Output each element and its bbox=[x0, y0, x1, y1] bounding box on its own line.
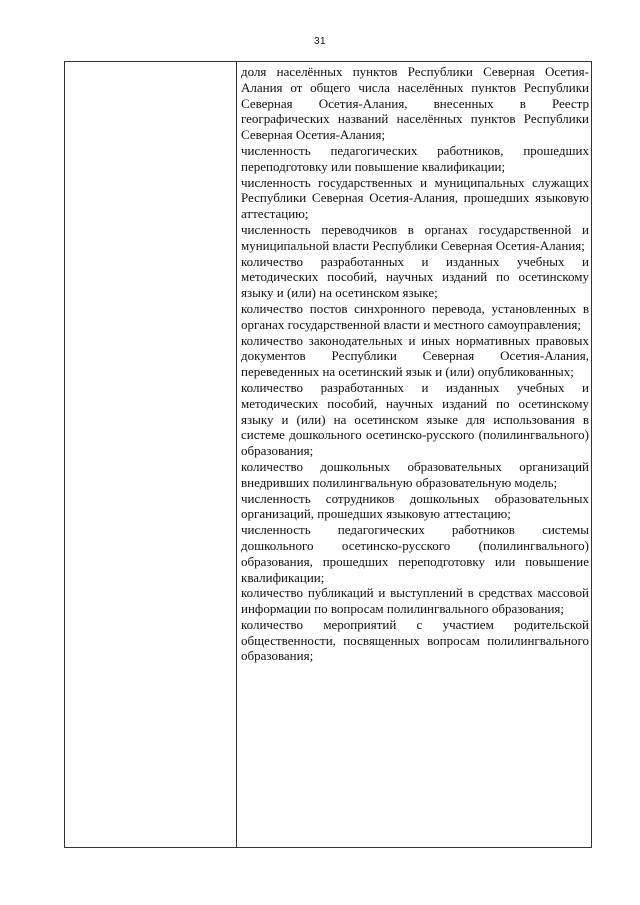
indicator-item: количество законодательных и иных нормативных правовых документов Республики Северная Осетия-Алания, переведенных на осетинский язык и (или) опубликованных; bbox=[241, 332, 589, 380]
indicator-item: численность переводчиков в органах государственной и муниципальной власти Республики Северная Осетия-Алания; bbox=[241, 221, 589, 253]
page-number: 31 bbox=[313, 36, 327, 47]
indicator-item: численность сотрудников дошкольных образовательных организаций, прошедших языковую аттестацию; bbox=[241, 490, 589, 522]
indicator-item: количество дошкольных образовательных организаций внедривших полилингвальную образовательную модель; bbox=[241, 458, 589, 490]
indicator-item: количество разработанных и изданных учебных и методических пособий, научных изданий по осетинскому языку и (или) на осетинском языке; bbox=[241, 253, 589, 301]
indicator-item: численность государственных и муниципальных служащих Республики Северная Осетия-Алания, прошедших языковую аттестацию; bbox=[241, 174, 589, 222]
document-table bbox=[64, 61, 592, 848]
indicator-item: численность педагогических работников, прошедших переподготовку или повышение квалификации; bbox=[241, 142, 589, 174]
indicator-item: количество мероприятий с участием родительской общественности, посвященных вопросам полилингвального образования; bbox=[241, 616, 589, 664]
indicator-item: численность педагогических работников системы дошкольного осетинско-русского (полилингвального) образования, прошедших переподготовку или повышение квалификации; bbox=[241, 522, 589, 585]
indicator-item: количество постов синхронного перевода, установленных в органах государственной власти и местного самоуправления; bbox=[241, 300, 589, 332]
table-left-cell bbox=[65, 62, 236, 847]
indicator-item: доля населённых пунктов Республики Северная Осетия-Алания от общего числа населённых пунктов Республики Северная Осетия-Алания, внесенных в Реестр географических названий населённых пунктов Республики Северная Осетия-Алания; bbox=[241, 64, 589, 143]
indicator-item: количество публикаций и выступлений в средствах массовой информации по вопросам полилингвального образования; bbox=[241, 585, 589, 617]
table-right-cell bbox=[241, 64, 589, 848]
indicator-item: количество разработанных и изданных учебных и методических пособий, научных изданий по осетинскому языку и (или) на осетинском языке для использования в системе дошкольного осетинско-русского (полилингвального) образования; bbox=[241, 379, 589, 459]
column-divider bbox=[236, 62, 237, 847]
